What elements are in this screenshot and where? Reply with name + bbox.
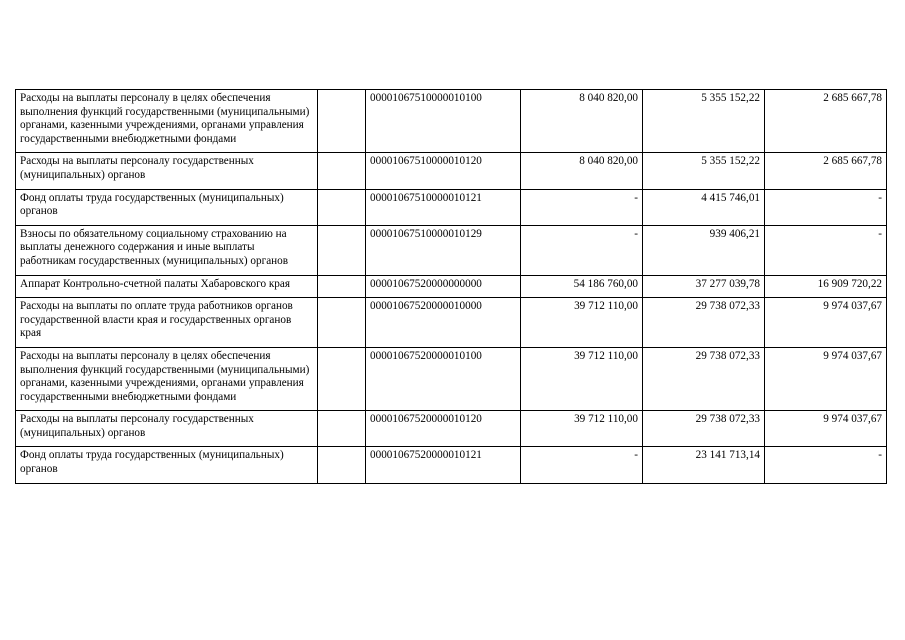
approved-amount-cell: 8 040 820,00 bbox=[521, 153, 643, 189]
empty-cell bbox=[318, 153, 366, 189]
unexecuted-amount-cell: 9 974 037,67 bbox=[765, 298, 887, 348]
empty-cell bbox=[318, 298, 366, 348]
empty-cell bbox=[318, 411, 366, 447]
unexecuted-amount-cell: 9 974 037,67 bbox=[765, 347, 887, 410]
row-code-cell: 00001067510000010100 bbox=[366, 90, 521, 153]
unexecuted-amount-cell: 2 685 667,78 bbox=[765, 90, 887, 153]
row-code-cell: 00001067510000010129 bbox=[366, 225, 521, 275]
row-name-cell: Расходы на выплаты персоналу в целях обеспечения выполнения функций государственными (муниципальными) органами, казенными учреждениями, органами управления государственными внебюджетными фондами bbox=[16, 90, 318, 153]
empty-cell bbox=[318, 225, 366, 275]
executed-amount-cell: 4 415 746,01 bbox=[643, 189, 765, 225]
table-row bbox=[16, 347, 887, 410]
executed-amount-cell: 29 738 072,33 bbox=[643, 347, 765, 410]
approved-amount-cell: 8 040 820,00 bbox=[521, 90, 643, 153]
row-name-cell: Аппарат Контрольно-счетной палаты Хабаровского края bbox=[16, 275, 318, 298]
executed-amount-cell: 29 738 072,33 bbox=[643, 298, 765, 348]
approved-amount-cell: 39 712 110,00 bbox=[521, 347, 643, 410]
executed-amount-cell: 5 355 152,22 bbox=[643, 153, 765, 189]
unexecuted-amount-cell: - bbox=[765, 225, 887, 275]
row-name-cell: Расходы на выплаты персоналу в целях обеспечения выполнения функций государственными (муниципальными) органами, казенными учреждениями, органами управления государственными внебюджетными фондами bbox=[16, 347, 318, 410]
empty-cell bbox=[318, 275, 366, 298]
row-name-cell: Расходы на выплаты по оплате труда работников органов государственной власти края и государственных органов края bbox=[16, 298, 318, 348]
empty-cell bbox=[318, 447, 366, 483]
unexecuted-amount-cell: - bbox=[765, 447, 887, 483]
unexecuted-amount-cell: 2 685 667,78 bbox=[765, 153, 887, 189]
table-row bbox=[16, 90, 887, 153]
row-code-cell: 00001067520000010120 bbox=[366, 411, 521, 447]
approved-amount-cell: 39 712 110,00 bbox=[521, 411, 643, 447]
table-row bbox=[16, 153, 887, 189]
approved-amount-cell: 54 186 760,00 bbox=[521, 275, 643, 298]
table-row bbox=[16, 189, 887, 225]
executed-amount-cell: 37 277 039,78 bbox=[643, 275, 765, 298]
row-code-cell: 00001067520000000000 bbox=[366, 275, 521, 298]
executed-amount-cell: 23 141 713,14 bbox=[643, 447, 765, 483]
row-code-cell: 00001067520000010000 bbox=[366, 298, 521, 348]
unexecuted-amount-cell: - bbox=[765, 189, 887, 225]
unexecuted-amount-cell: 9 974 037,67 bbox=[765, 411, 887, 447]
executed-amount-cell: 5 355 152,22 bbox=[643, 90, 765, 153]
approved-amount-cell: 39 712 110,00 bbox=[521, 298, 643, 348]
row-name-cell: Взносы по обязательному социальному страхованию на выплаты денежного содержания и иные выплаты работникам государственных (муниципальных) органов bbox=[16, 225, 318, 275]
approved-amount-cell: - bbox=[521, 447, 643, 483]
approved-amount-cell: - bbox=[521, 189, 643, 225]
approved-amount-cell: - bbox=[521, 225, 643, 275]
row-name-cell: Расходы на выплаты персоналу государственных (муниципальных) органов bbox=[16, 411, 318, 447]
row-code-cell: 00001067510000010120 bbox=[366, 153, 521, 189]
table-row bbox=[16, 411, 887, 447]
budget-execution-table bbox=[15, 89, 887, 484]
empty-cell bbox=[318, 347, 366, 410]
table-row bbox=[16, 447, 887, 483]
empty-cell bbox=[318, 90, 366, 153]
row-code-cell: 00001067520000010100 bbox=[366, 347, 521, 410]
row-code-cell: 00001067520000010121 bbox=[366, 447, 521, 483]
table-row bbox=[16, 225, 887, 275]
row-name-cell: Фонд оплаты труда государственных (муниципальных) органов bbox=[16, 447, 318, 483]
table-row bbox=[16, 298, 887, 348]
executed-amount-cell: 29 738 072,33 bbox=[643, 411, 765, 447]
empty-cell bbox=[318, 189, 366, 225]
unexecuted-amount-cell: 16 909 720,22 bbox=[765, 275, 887, 298]
row-name-cell: Расходы на выплаты персоналу государственных (муниципальных) органов bbox=[16, 153, 318, 189]
table-row bbox=[16, 275, 887, 298]
row-name-cell: Фонд оплаты труда государственных (муниципальных) органов bbox=[16, 189, 318, 225]
executed-amount-cell: 939 406,21 bbox=[643, 225, 765, 275]
row-code-cell: 00001067510000010121 bbox=[366, 189, 521, 225]
